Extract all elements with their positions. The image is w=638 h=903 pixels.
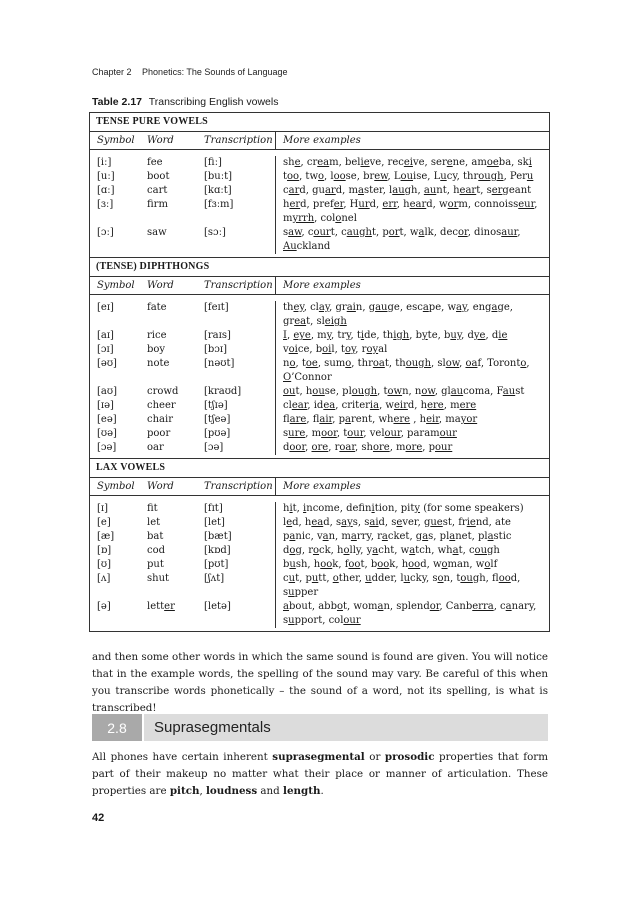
table-caption xyxy=(92,96,278,108)
table-row xyxy=(90,385,549,399)
underlined-spelling: our xyxy=(384,428,401,439)
vowel-symbol: [ʊ] xyxy=(97,559,112,570)
underlined-spelling: oo xyxy=(377,559,390,570)
underlined-spelling: ue xyxy=(430,517,443,528)
more-examples: saw, court, caught, port, walk, decor, dinosaur, Auckland xyxy=(283,227,521,252)
underlined-spelling: y xyxy=(414,503,421,514)
underlined-spelling: a xyxy=(418,227,425,238)
key-word: shut xyxy=(147,573,170,584)
vowel-symbol: [ɔɪ] xyxy=(97,344,114,355)
underlined-spelling: er xyxy=(333,199,344,210)
more-examples: no, toe, sumo, throat, though, slow, oaf, Toronto, O’Connor xyxy=(283,358,530,383)
underlined-spelling: ere xyxy=(459,400,477,411)
header-symbol: Symbol xyxy=(97,280,135,291)
underlined-spelling: ou xyxy=(400,171,414,182)
section-title: (TENSE) DIPHTHONGS xyxy=(90,257,549,277)
transcription: [fɜːm] xyxy=(197,198,276,226)
underlined-spelling: yor xyxy=(460,414,478,425)
underlined-spelling: o xyxy=(289,358,296,369)
underlined-spelling: ear xyxy=(459,185,477,196)
underlined-spelling: our xyxy=(435,442,453,453)
key-word: cod xyxy=(147,545,166,556)
underlined-spelling: ai xyxy=(346,302,356,313)
underlined-spelling: o xyxy=(289,545,296,556)
transcription: [feɪt] xyxy=(197,301,276,329)
underlined-spelling: or xyxy=(429,601,440,612)
underlined-spelling: a xyxy=(452,545,459,556)
underlined-spelling: our xyxy=(347,428,364,439)
more-examples: out, house, plough, town, now, glaucoma, Faust xyxy=(283,386,525,397)
vowel-symbol: [ɑː] xyxy=(97,185,115,196)
more-examples: cut, putt, other, udder, lucky, son, tough, flood, supper xyxy=(283,573,521,598)
underlined-spelling: a xyxy=(505,601,512,612)
underlined-spelling: u xyxy=(403,573,411,584)
more-examples: panic, van, marry, racket, gas, planet, plastic xyxy=(283,531,512,542)
key-word: poor xyxy=(147,428,171,439)
underlined-spelling: ough xyxy=(478,171,504,182)
underlined-spelling: o xyxy=(441,559,448,570)
more-examples: too, two, loose, brew, Louise, Lucy, through, Peru xyxy=(283,171,534,182)
underlined-spelling: au xyxy=(392,185,405,196)
underlined-spelling: or xyxy=(457,227,468,238)
body-paragraph: and then some other words in which the same sound is found are given. You will notice that in the example words, the spelling of the sound may vary. Be careful of this when you transcribe words phonetically – the sound of a word, not its spelling, is what is transcribed! xyxy=(92,651,548,714)
key-word: firm xyxy=(147,199,168,210)
key-word: let xyxy=(147,517,161,528)
underlined-spelling: a xyxy=(422,531,429,542)
key-word: note xyxy=(147,358,170,369)
underlined-spelling: air xyxy=(319,414,333,425)
table-row xyxy=(90,170,549,184)
underlined-spelling: er xyxy=(289,199,301,210)
underlined-spelling: a xyxy=(449,531,456,542)
key-word: bat xyxy=(147,531,164,542)
underlined-spelling: a xyxy=(350,531,357,542)
underlined-spelling: ow xyxy=(387,386,403,397)
underlined-spelling: augh xyxy=(346,227,372,238)
underlined-spelling: o xyxy=(336,601,344,612)
header-word: Word xyxy=(147,481,174,492)
vowel-symbol: [ʊə] xyxy=(97,428,117,439)
underlined-spelling: ur xyxy=(358,199,370,210)
underlined-spelling: our xyxy=(343,615,361,626)
underlined-spelling: ar xyxy=(288,185,300,196)
underlined-spelling: our xyxy=(439,428,457,439)
underlined-spelling: a xyxy=(289,531,296,542)
underlined-spelling: aw xyxy=(288,227,302,238)
underlined-spelling: ie xyxy=(360,157,370,168)
vowel-symbol: [ə] xyxy=(97,601,111,612)
underlined-spelling: ay xyxy=(456,302,467,313)
transcription: [raɪs] xyxy=(197,329,276,343)
more-examples: led, head, says, said, sever, guest, friend, ate xyxy=(283,517,511,528)
underlined-spelling: oor xyxy=(321,428,337,439)
underlined-spelling: e xyxy=(294,157,301,168)
running-head xyxy=(92,67,288,77)
underlined-spelling: oo xyxy=(287,171,300,182)
table-label: Table 2.17 xyxy=(92,96,142,108)
more-examples: door, ore, roar, shore, more, pour xyxy=(283,442,453,453)
underlined-spelling: Au xyxy=(283,241,297,252)
key-word: fit xyxy=(147,503,158,514)
underlined-spelling: o xyxy=(345,358,352,369)
underlined-spelling: a xyxy=(409,545,416,556)
underlined-spelling: a xyxy=(357,185,364,196)
underlined-spelling: a xyxy=(283,601,289,612)
underlined-spelling: a xyxy=(491,302,498,313)
section-body xyxy=(90,295,549,458)
underlined-spelling: ie xyxy=(466,517,476,528)
table-row xyxy=(90,399,549,413)
underlined-spelling: oi xyxy=(288,344,298,355)
underlined-spelling: our xyxy=(313,227,331,238)
underlined-spelling: ye xyxy=(473,330,486,341)
key-word: crowd xyxy=(147,386,179,397)
underlined-spelling: oo xyxy=(320,559,333,570)
underlined-spelling: u xyxy=(311,573,319,584)
underlined-spelling: o xyxy=(318,171,325,182)
table-section xyxy=(90,458,549,631)
underlined-spelling: o xyxy=(520,358,527,369)
underlined-spelling: a xyxy=(422,302,429,313)
underlined-spelling: a xyxy=(372,545,379,556)
vowel-symbol: [ʌ] xyxy=(97,573,111,584)
underlined-spelling: er xyxy=(164,601,175,612)
underlined-spelling: oo xyxy=(408,559,421,570)
table-row xyxy=(90,502,549,516)
underlined-spelling: y xyxy=(422,330,428,341)
transcription: [buːt] xyxy=(197,170,276,184)
vowel-symbol: [ɔə] xyxy=(97,442,117,453)
underlined-spelling: ea xyxy=(311,517,324,528)
underlined-spelling: ou xyxy=(474,545,488,556)
section-number: 2.8 xyxy=(92,714,144,741)
header-transcription: Transcription xyxy=(197,277,276,294)
section-title: TENSE PURE VOWELS xyxy=(90,113,549,132)
vowel-symbol: [eɪ] xyxy=(97,302,114,313)
underlined-spelling: u xyxy=(526,171,534,182)
underlined-spelling: au xyxy=(423,185,437,196)
underlined-spelling: oi xyxy=(322,344,332,355)
underlined-spelling: ore xyxy=(372,442,390,453)
underlined-spelling: uy xyxy=(450,330,462,341)
more-examples: hit, income, definition, pity (for some speakers) xyxy=(283,503,524,514)
underlined-spelling: eye xyxy=(293,330,311,341)
underlined-spelling: ore xyxy=(405,442,423,453)
underlined-spelling: oa xyxy=(465,358,478,369)
transcription: [ʃʌt] xyxy=(197,572,276,600)
underlined-spelling: ure xyxy=(288,428,306,439)
key-word: letter xyxy=(147,601,175,612)
underlined-spelling: y xyxy=(346,330,351,341)
key-term: prosodic xyxy=(384,751,435,763)
underlined-spelling: ore xyxy=(311,442,329,453)
header-word: Word xyxy=(147,280,174,291)
transcription: [bæt] xyxy=(197,530,276,544)
underlined-spelling: ay xyxy=(341,517,353,528)
underlined-spelling: ou xyxy=(283,386,296,397)
transcription: [let] xyxy=(197,516,276,530)
table-caption-text: Transcribing English vowels xyxy=(148,96,279,108)
underlined-spelling: ou xyxy=(312,386,325,397)
transcription: [bɔɪ] xyxy=(197,343,276,357)
more-examples: bush, hook, foot, book, hood, woman, wolf xyxy=(283,559,498,570)
more-examples: dog, rock, holly, yacht, watch, what, cough xyxy=(283,545,500,556)
table-section xyxy=(90,257,549,458)
underlined-spelling: o xyxy=(484,559,491,570)
underlined-spelling: ough xyxy=(351,386,378,397)
more-examples: herd, prefer, Hurd, err, heard, worm, connoisseur, myrrh, colonel xyxy=(283,199,538,224)
underlined-spelling: u xyxy=(289,559,296,570)
underlined-spelling: or xyxy=(388,227,400,238)
underlined-spelling: oar xyxy=(339,442,356,453)
header-transcription: Transcription xyxy=(197,478,276,495)
key-word: fee xyxy=(147,157,163,168)
underlined-spelling: u xyxy=(288,587,295,598)
vowel-symbol: [æ] xyxy=(97,531,115,542)
underlined-spelling: ai xyxy=(369,517,379,528)
underlined-spelling: yrrh xyxy=(292,213,315,224)
header-symbol: Symbol xyxy=(97,481,135,492)
underlined-spelling: o xyxy=(343,545,350,556)
column-header-row xyxy=(90,277,549,295)
underlined-spelling: a xyxy=(322,531,329,542)
table-row xyxy=(90,198,549,226)
underlined-spelling: e xyxy=(396,517,403,528)
table-row xyxy=(90,184,549,198)
transcription: [letə] xyxy=(197,600,276,628)
underlined-spelling: ough xyxy=(405,358,432,369)
underlined-spelling: eur xyxy=(518,199,535,210)
underlined-spelling: i xyxy=(303,503,307,514)
table-row xyxy=(90,558,549,572)
underlined-spelling: a xyxy=(344,414,351,425)
section-body xyxy=(90,496,549,631)
underlined-spelling: o xyxy=(335,213,342,224)
transcription: [ɔə] xyxy=(197,441,276,455)
key-word: fate xyxy=(147,302,167,313)
underlined-spelling: ay xyxy=(318,302,330,313)
table-row xyxy=(90,301,549,329)
chapter-title: Phonetics: The Sounds of Language xyxy=(142,67,288,77)
underlined-spelling: ere xyxy=(427,400,444,411)
more-examples: about, abbot, woman, splendor, Canberra, canary, support, colour xyxy=(283,601,537,626)
column-header-row xyxy=(90,478,549,496)
table-row xyxy=(90,516,549,530)
section-body xyxy=(90,150,549,257)
section-title: LAX VOWELS xyxy=(90,458,549,478)
vowel-symbol: [eə] xyxy=(97,414,117,425)
table-row xyxy=(90,572,549,600)
underlined-spelling: au xyxy=(502,386,516,397)
transcription: [pʊə] xyxy=(197,427,276,441)
more-examples: she, cream, believe, receive, serene, amoeba, ski xyxy=(283,157,532,168)
transcription: [fiː] xyxy=(197,156,276,170)
underlined-spelling: au xyxy=(450,386,464,397)
underlined-spelling: oor xyxy=(289,442,306,453)
key-term: loudness xyxy=(206,785,258,797)
more-examples: flare, flair, parent, where , heir, mayor xyxy=(283,414,478,425)
vowel-symbol: [aʊ] xyxy=(97,386,117,397)
vowel-symbol: [ɒ] xyxy=(97,545,112,556)
underlined-spelling: a xyxy=(381,531,388,542)
key-word: boot xyxy=(147,171,170,182)
vowel-symbol: [ɪ] xyxy=(97,503,109,514)
transcription: [tʃɪə] xyxy=(197,399,276,413)
vowel-symbol: [uː] xyxy=(97,171,115,182)
table-row xyxy=(90,329,549,343)
underlined-spelling: ear xyxy=(291,400,308,411)
header-more-examples: More examples xyxy=(283,280,361,291)
key-word: rice xyxy=(147,330,167,341)
more-examples: I, eye, my, try, tide, thigh, byte, buy, dye, die xyxy=(283,330,508,341)
key-word: boy xyxy=(147,344,166,355)
vowel-symbol: [ɪə] xyxy=(97,400,114,411)
chapter-label: Chapter 2 xyxy=(92,67,132,77)
underlined-spelling: ea xyxy=(317,157,330,168)
header-more-examples: More examples xyxy=(283,135,361,146)
table-row xyxy=(90,600,549,628)
key-word: oar xyxy=(147,442,164,453)
underlined-spelling: ea xyxy=(294,316,307,327)
underlined-spelling: are xyxy=(289,414,307,425)
table-row xyxy=(90,413,549,427)
table-row xyxy=(90,441,549,455)
underlined-spelling: aur xyxy=(501,227,518,238)
underlined-spelling: a xyxy=(487,531,494,542)
underlined-spelling: oo xyxy=(348,559,361,570)
transcription: [tʃeə] xyxy=(197,413,276,427)
underlined-spelling: oo xyxy=(498,573,511,584)
underlined-spelling: ia xyxy=(369,400,380,411)
header-transcription: Transcription xyxy=(197,132,276,149)
underlined-spelling: ow xyxy=(445,358,460,369)
key-word: cheer xyxy=(147,400,176,411)
underlined-spelling: o xyxy=(312,545,320,556)
transcription: [kɒd] xyxy=(197,544,276,558)
underlined-spelling: igh xyxy=(393,330,410,341)
underlined-spelling: err xyxy=(382,199,397,210)
underlined-spelling: ew xyxy=(374,171,388,182)
underlined-spelling: i xyxy=(371,503,375,514)
underlined-spelling: ou xyxy=(460,573,473,584)
underlined-spelling: i xyxy=(289,503,293,514)
table-section xyxy=(90,113,549,257)
section-heading xyxy=(92,714,548,741)
section-paragraph: All phones have certain inherent suprasegmental or prosodic properties that form part of their makeup no matter what their place or manner of articulation. These properties are pitch, loudness and length. xyxy=(92,751,548,797)
vowel-symbol: [iː] xyxy=(97,157,112,168)
vowel-symbol: [ɔː] xyxy=(97,227,114,238)
underlined-spelling: y xyxy=(326,330,331,341)
section-title: Suprasegmentals xyxy=(154,719,271,736)
more-examples: sure, moor, tour, velour, paramour xyxy=(283,428,457,439)
table-row xyxy=(90,357,549,385)
transcription: [kraʊd] xyxy=(197,385,276,399)
vowel-symbol: [ɜː] xyxy=(97,199,114,210)
table-row xyxy=(90,343,549,357)
underlined-spelling: u xyxy=(288,615,295,626)
underlined-spelling: er xyxy=(491,185,503,196)
underlined-spelling: i xyxy=(360,330,365,341)
table-row xyxy=(90,156,549,170)
underlined-spelling: or xyxy=(447,199,459,210)
underlined-spelling: e xyxy=(286,517,293,528)
table-row xyxy=(90,544,549,558)
more-examples: they, clay, grain, gauge, escape, way, engage, great, sleigh xyxy=(283,302,513,327)
underlined-spelling: au xyxy=(375,302,388,313)
underlined-spelling: ere xyxy=(393,414,411,425)
underlined-spelling: oy xyxy=(366,344,379,355)
underlined-spelling: a xyxy=(377,601,384,612)
key-term: suprasegmental xyxy=(272,751,365,763)
underlined-spelling: u xyxy=(288,573,296,584)
underlined-spelling: I xyxy=(283,330,287,341)
underlined-spelling: oe xyxy=(305,358,318,369)
page-number: 42 xyxy=(92,812,105,824)
underlined-spelling: eigh xyxy=(324,316,347,327)
underlined-spelling: ar xyxy=(324,185,336,196)
underlined-spelling: e xyxy=(446,157,453,168)
more-examples: clear, idea, criteria, weird, here, mere xyxy=(283,400,477,411)
underlined-spelling: eir xyxy=(393,400,408,411)
more-examples: voice, boil, toy, royal xyxy=(283,344,388,355)
underlined-spelling: i xyxy=(528,157,532,168)
transcription: [kɑːt] xyxy=(197,184,276,198)
underlined-spelling: ey xyxy=(293,302,304,313)
underlined-spelling: erra xyxy=(472,601,494,612)
key-word: saw xyxy=(147,227,167,238)
underlined-spelling: ie xyxy=(498,330,508,341)
more-examples: card, guard, master, laugh, aunt, heart, sergeant xyxy=(283,185,532,196)
vowel-symbol: [əʊ] xyxy=(97,358,117,369)
table-row xyxy=(90,226,549,254)
key-term: pitch xyxy=(169,785,200,797)
underlined-spelling: oy xyxy=(344,344,356,355)
underlined-spelling: u xyxy=(440,171,447,182)
underlined-spelling: oe xyxy=(486,157,499,168)
table-row xyxy=(90,530,549,544)
key-term: length xyxy=(283,785,321,797)
underlined-spelling: ei xyxy=(403,157,413,168)
underlined-spelling: oo xyxy=(333,171,346,182)
underlined-spelling: oa xyxy=(372,358,385,369)
underlined-spelling: o xyxy=(332,573,339,584)
header-symbol: Symbol xyxy=(97,135,135,146)
underlined-spelling: ear xyxy=(409,199,427,210)
underlined-spelling: ow xyxy=(421,386,435,397)
underlined-spelling: ea xyxy=(323,400,336,411)
vowel-symbol: [aɪ] xyxy=(97,330,114,341)
vowel-symbol: [e] xyxy=(97,517,111,528)
underlined-spelling: u xyxy=(365,573,372,584)
transcription: [sɔː] xyxy=(197,226,276,254)
header-word: Word xyxy=(147,135,174,146)
transcription: [nəʊt] xyxy=(197,357,276,385)
transcription: [fɪt] xyxy=(197,502,276,516)
header-more-examples: More examples xyxy=(283,481,361,492)
key-word: put xyxy=(147,559,164,570)
key-word: chair xyxy=(147,414,173,425)
vowel-table xyxy=(89,112,550,632)
table-row xyxy=(90,427,549,441)
underlined-spelling: O xyxy=(283,372,292,383)
transcription: [pʊt] xyxy=(197,558,276,572)
underlined-spelling: o xyxy=(437,573,444,584)
underlined-spelling: eir xyxy=(426,414,439,425)
column-header-row xyxy=(90,132,549,150)
key-word: cart xyxy=(147,185,168,196)
